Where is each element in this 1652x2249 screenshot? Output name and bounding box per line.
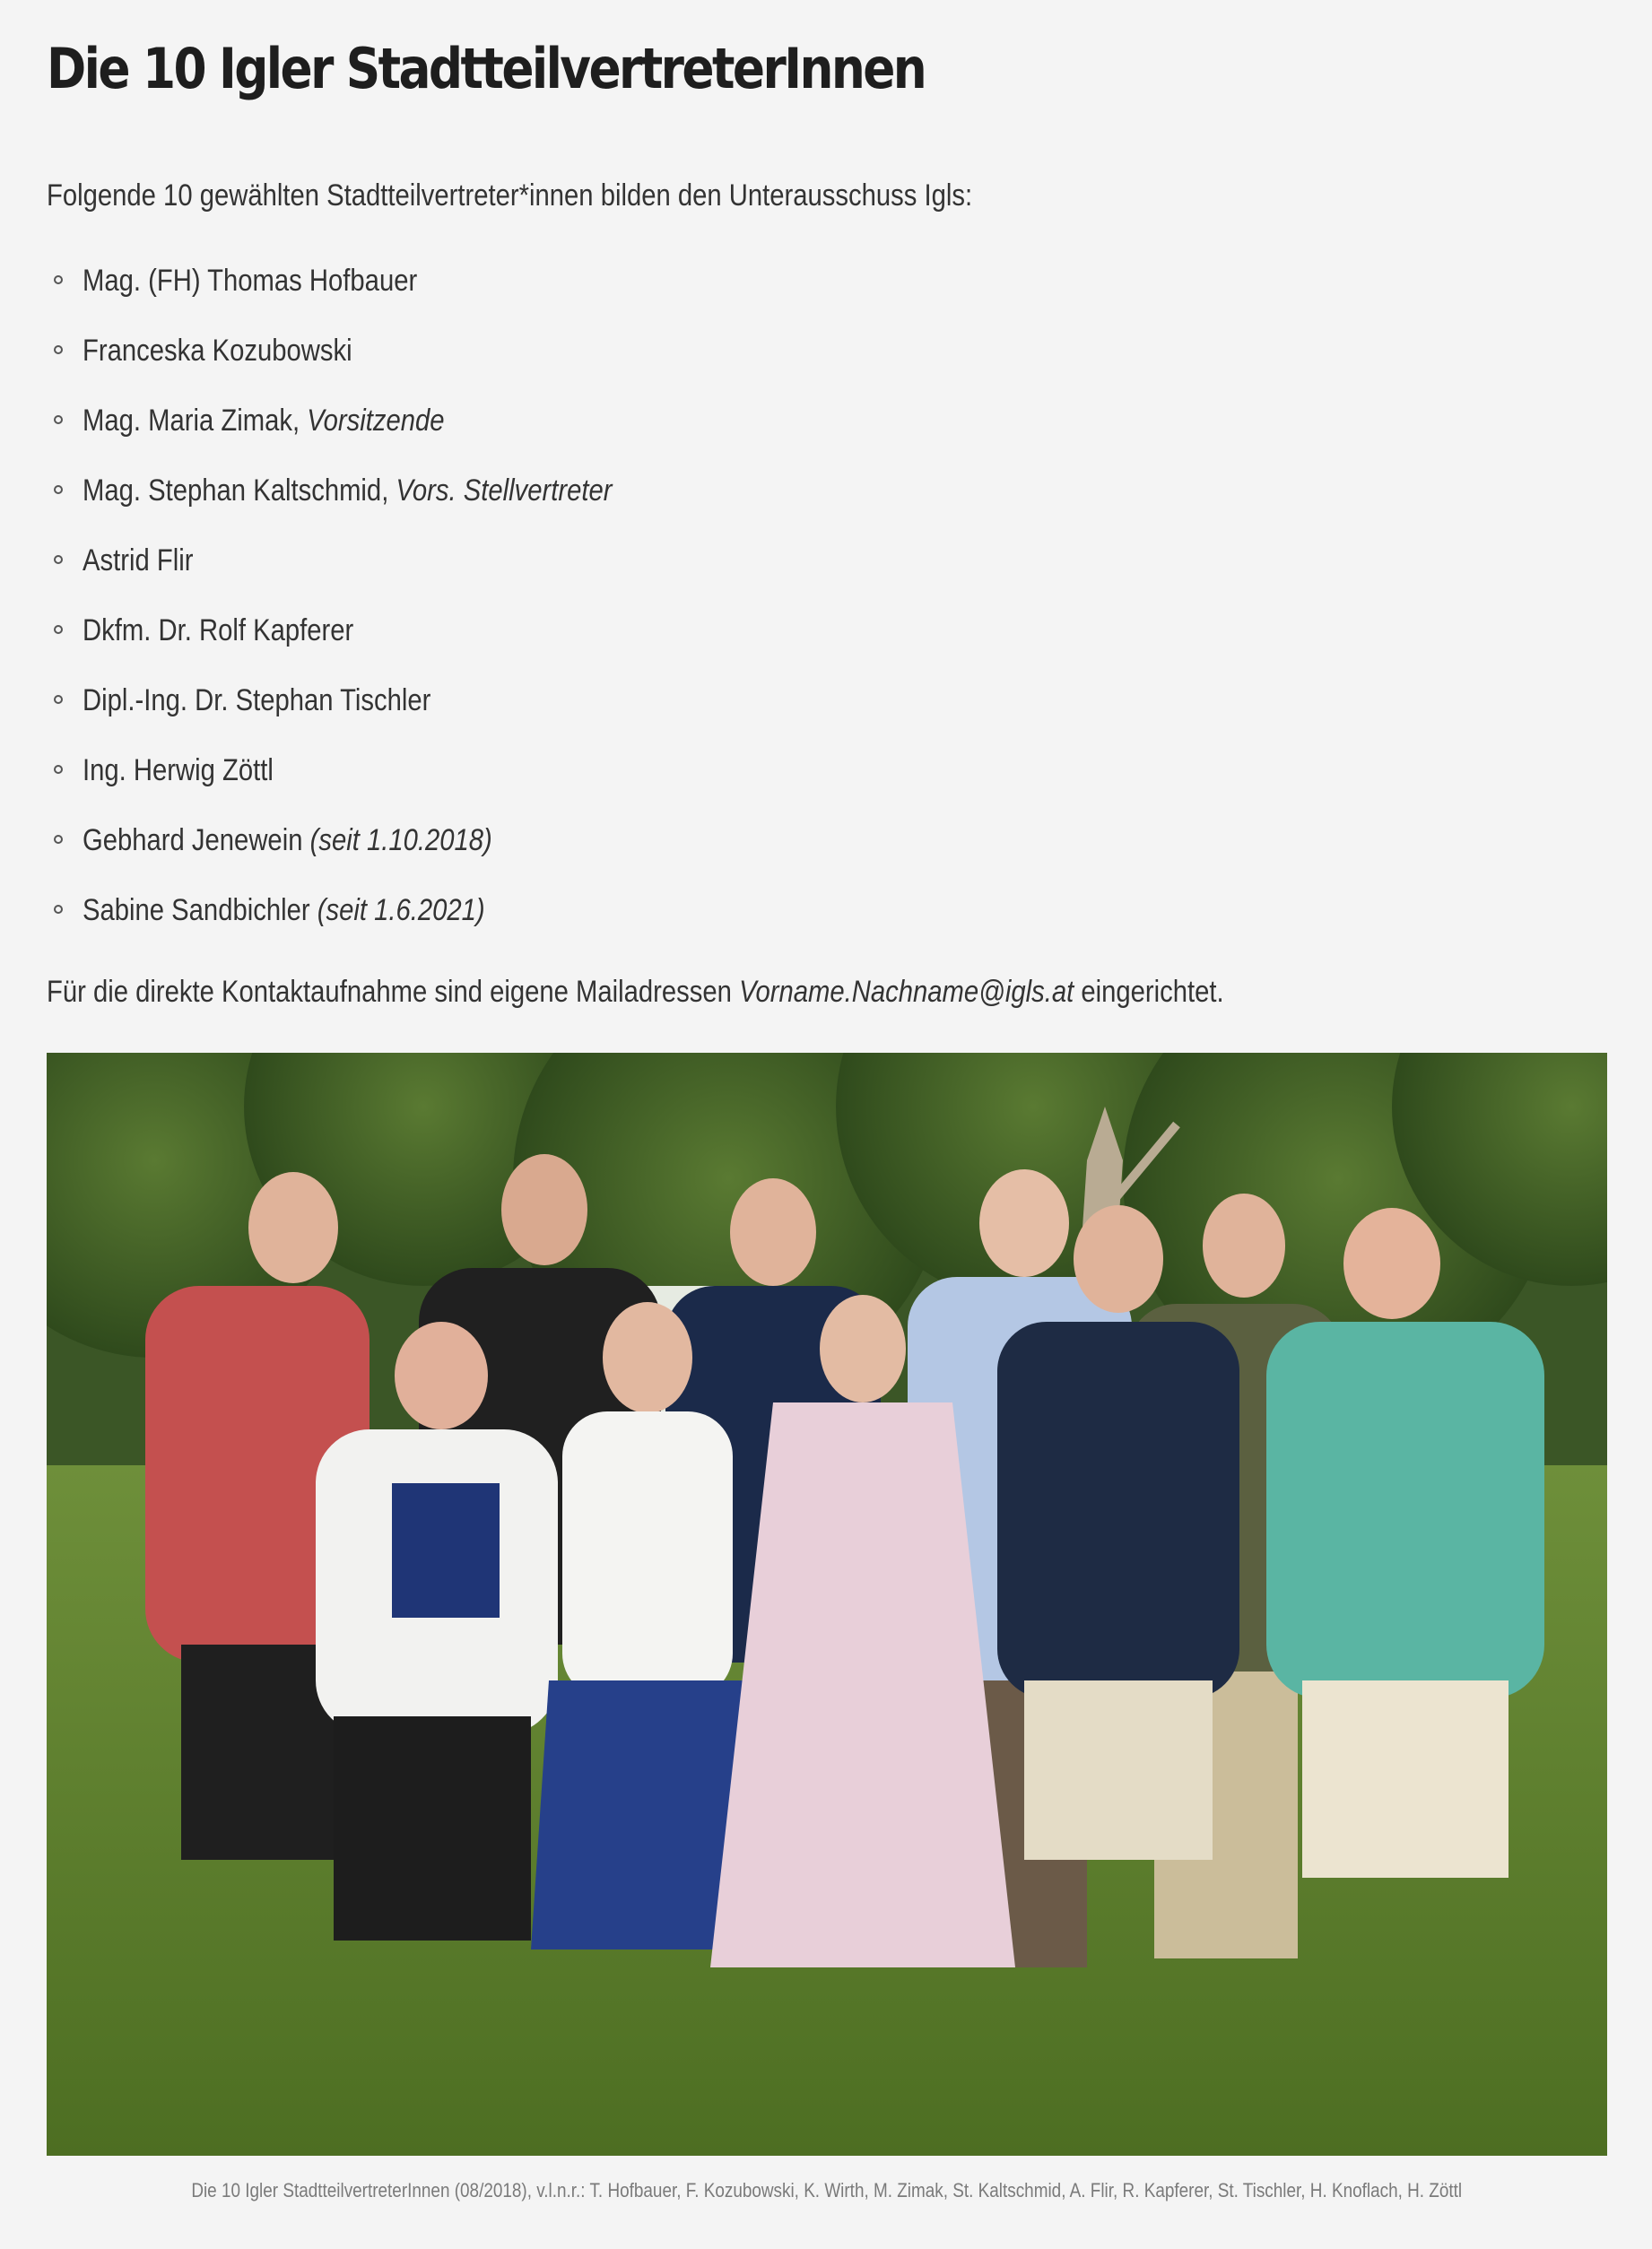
- member-name: Astrid Flir: [83, 543, 194, 577]
- member-note: Vorsitzende: [307, 404, 445, 438]
- bullet-circle-icon: [54, 345, 63, 354]
- member-name: Mag. Maria Zimak,: [83, 404, 308, 438]
- bullet-circle-icon: [54, 695, 63, 704]
- member-name: Ing. Herwig Zöttl: [83, 753, 274, 787]
- member-note: Vors. Stellvertreter: [396, 473, 613, 508]
- contact-text-end: eingerichtet.: [1074, 975, 1224, 1009]
- bullet-circle-icon: [54, 905, 63, 914]
- group-photo-illustration: [47, 1053, 1607, 2156]
- member-name: Mag. (FH) Thomas Hofbauer: [83, 264, 418, 298]
- member-note: (seit 1.6.2021): [317, 893, 485, 927]
- intro-paragraph: Folgende 10 gewählten Stadtteilvertreter*innen bilden den Unterausschuss Igls:: [47, 178, 973, 213]
- member-name: Dipl.-Ing. Dr. Stephan Tischler: [83, 683, 431, 717]
- bullet-circle-icon: [54, 275, 63, 284]
- page-title: Die 10 Igler StadtteilvertreterInnen: [47, 36, 926, 101]
- bullet-circle-icon: [54, 765, 63, 774]
- member-name: Dkfm. Dr. Rolf Kapferer: [83, 613, 354, 647]
- member-note: (seit 1.10.2018): [309, 823, 492, 857]
- member-name: Franceska Kozubowski: [83, 334, 352, 368]
- bullet-circle-icon: [54, 835, 63, 844]
- member-name: Gebhard Jenewein: [83, 823, 310, 857]
- mail-pattern: Vorname.Nachname@igls.at: [739, 975, 1074, 1009]
- bullet-circle-icon: [54, 625, 63, 634]
- member-name: Mag. Stephan Kaltschmid,: [83, 473, 396, 508]
- photo-caption: Die 10 Igler StadtteilvertreterInnen (08/2018), v.l.n.r.: T. Hofbauer, F. Kozubowski, K. Wirth, M. Zimak, St. Kaltschmid, A. Flir, R. Kapferer, St. Tischler, H. Knoflach, H. Zöttl: [191, 2179, 1463, 2201]
- group-photo: [47, 1053, 1607, 2156]
- bullet-circle-icon: [54, 485, 63, 494]
- bullet-circle-icon: [54, 415, 63, 424]
- bullet-circle-icon: [54, 555, 63, 564]
- contact-text: Für die direkte Kontaktaufnahme sind eigene Mailadressen: [47, 975, 740, 1009]
- member-name: Sabine Sandbichler: [83, 893, 317, 927]
- contact-paragraph: [47, 972, 1224, 1012]
